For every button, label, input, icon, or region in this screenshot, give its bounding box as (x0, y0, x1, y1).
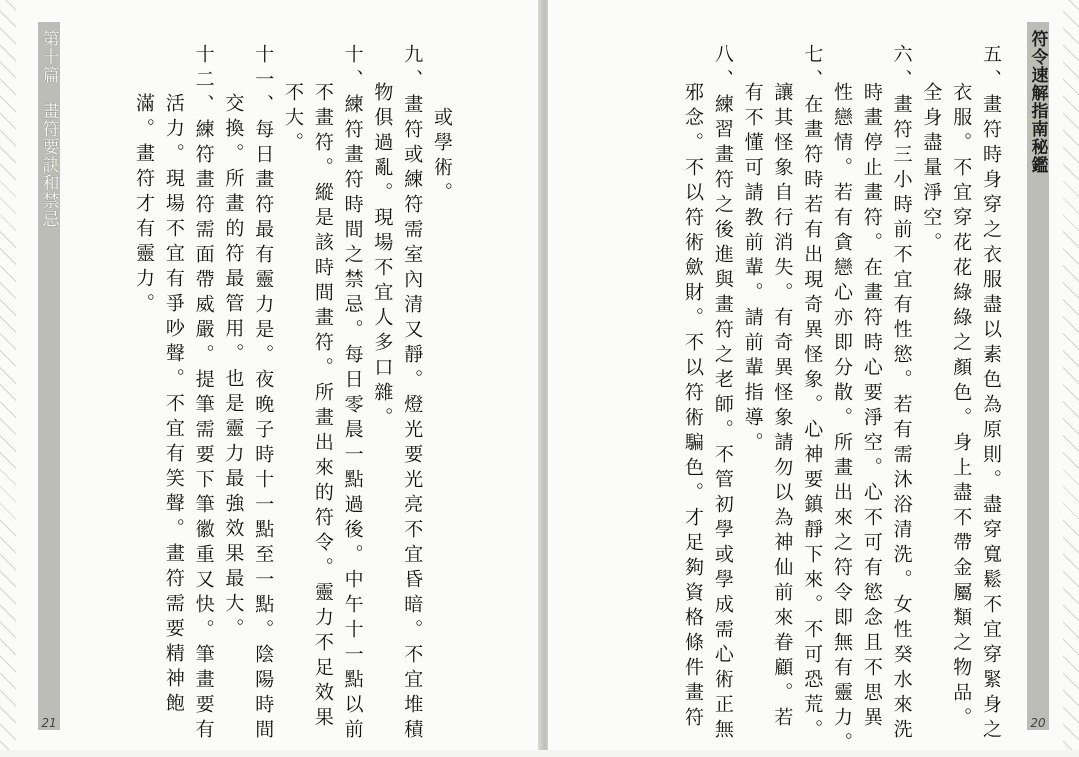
text-column: 性戀情。若有貪戀心亦即分散。所畫出來之符令即無有靈力。 (831, 82, 854, 757)
text-column: 活力。現場不宜有爭吵聲。不宜有笑聲。畫符需要精神飽 (162, 93, 185, 719)
left-page (0, 0, 542, 750)
right-page-text (677, 44, 1005, 757)
text-column: 有不懂可請教前輩。請前輩指導。 (741, 82, 764, 457)
text-column: 十、練符畫符時間之禁忌。每日零晨一點過後。中午十一點以前 (341, 44, 364, 744)
book-title: 符令速解指南秘鑑 (1027, 30, 1048, 174)
text-column: 邪念。不以符術歛財。不以符術騙色。才足夠資格條件畫符 (682, 82, 705, 732)
text-column: 時畫停止畫符。在畫符時心要淨空。心不可有慾念且不思異 (860, 82, 883, 732)
left-decorative-border (0, 0, 16, 750)
text-column: 全身盡量淨空。 (920, 82, 943, 257)
right-page-number: 20 (1030, 716, 1046, 730)
text-column: 六、畫符三小時前不宜有性慾。若有需沐浴清洗。女性癸水來洗 (890, 44, 913, 744)
text-column: 滿。畫符才有靈力。 (133, 93, 156, 319)
text-column: 物俱過亂。現場不宜人多口雜。 (371, 82, 394, 432)
text-column: 五、畫符時身穿之衣服盡以素色為原則。盡穿寬鬆不宜穿緊身之 (980, 44, 1002, 744)
left-page-text (128, 44, 456, 744)
text-column: 七、在畫符時若有出現奇異怪象。心神要鎮靜下來。不可恐荒。 (801, 44, 824, 744)
text-column: 十一、每日畫符最有靈力是。夜晚子時十一點至一點。陰陽時間 (252, 44, 275, 744)
text-column: 不大。 (282, 82, 305, 157)
text-column: 八、練習畫符之後進與畫符之老師。不管初學或學成需心術正無 (711, 44, 734, 744)
right-decorative-border (1063, 0, 1079, 750)
text-column: 或學術。 (431, 106, 453, 207)
text-column: 讓其怪象自行消失。有奇異怪象請勿以為神仙前來眷顧。若 (771, 82, 794, 732)
right-page (548, 0, 1079, 757)
text-column: 不畫符。縱是該時間畫符。所畫出來的符令。靈力不足效果 (311, 82, 334, 732)
text-column: 交換。所畫的符最管用。也是靈力最強效果最大。 (222, 93, 245, 644)
text-column: 十二、練符畫符需面帶威嚴。提筆需要下筆徽重又快。筆畫要有 (192, 44, 215, 744)
text-column: 九、畫符或練符需室內清又靜。燈光要光亮不宜昏暗。不宜堆積 (401, 44, 424, 744)
left-page-number: 21 (41, 716, 57, 730)
right-book-title-sidebar (1027, 22, 1049, 730)
text-column: 衣服。不宜穿花花綠綠之顏色。身上盡不帶金屬類之物品。 (950, 82, 973, 732)
chapter-title: 第十篇 畫符要訣和禁忌 (38, 30, 59, 228)
left-chapter-sidebar (38, 22, 60, 730)
